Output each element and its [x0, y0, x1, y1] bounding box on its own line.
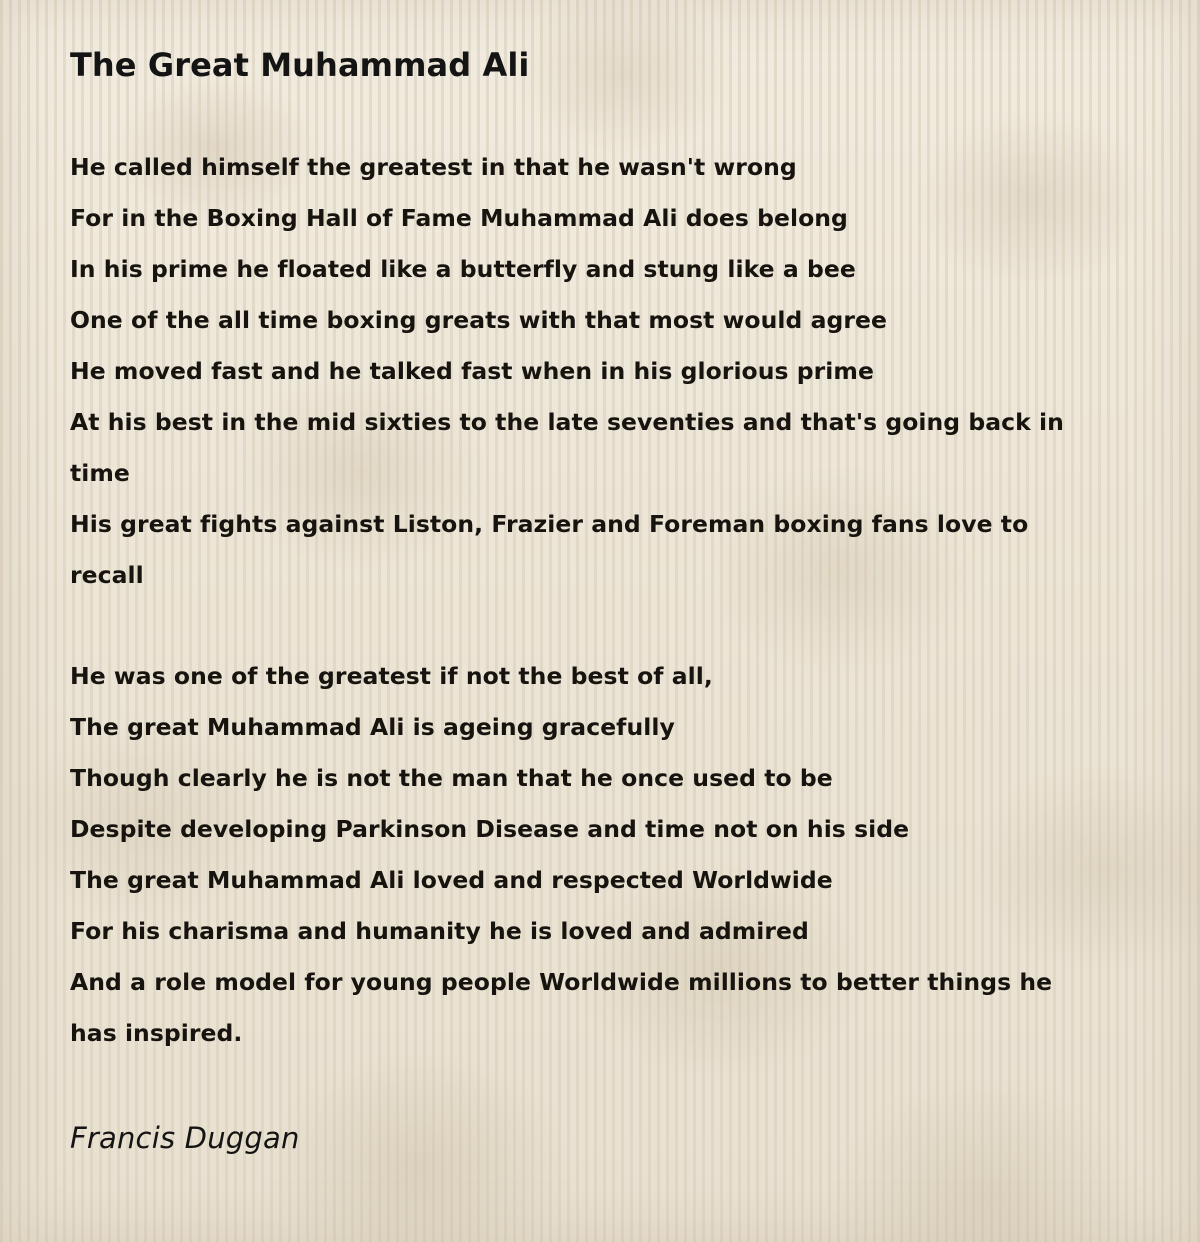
poem-line: He moved fast and he talked fast when in his glorious prime	[70, 357, 874, 386]
poem-line: Though clearly he is not the man that he once used to be	[70, 764, 833, 793]
poem-line: He was one of the greatest if not the best of all,	[70, 662, 713, 691]
poem-line: For his charisma and humanity he is loved and admired	[70, 917, 809, 946]
poem-line: Despite developing Parkinson Disease and time not on his side	[70, 815, 910, 844]
poem-stanza	[70, 651, 1080, 1059]
poem-line: In his prime he floated like a butterfly and stung like a bee	[70, 255, 856, 284]
poem-line: His great fights against Liston, Frazier and Foreman boxing fans love to recall	[70, 510, 1037, 590]
poem-line: And a role model for young people Worldwide millions to better things he has inspired.	[70, 968, 1061, 1048]
page-title: The Great Muhammad Ali	[70, 46, 530, 84]
poem-body	[70, 142, 1080, 1059]
poem-line: At his best in the mid sixties to the late seventies and that's going back in time	[70, 408, 1073, 488]
poem-line: The great Muhammad Ali is ageing gracefully	[70, 713, 675, 742]
poem-stanza	[70, 142, 1080, 601]
poem-line: The great Muhammad Ali loved and respected Worldwide	[70, 866, 833, 895]
poem-line: For in the Boxing Hall of Fame Muhammad Ali does belong	[70, 204, 848, 233]
poem-line: One of the all time boxing greats with that most would agree	[70, 306, 887, 335]
poem-line: He called himself the greatest in that he wasn't wrong	[70, 153, 797, 182]
poem-author: Francis Duggan	[70, 1121, 300, 1156]
